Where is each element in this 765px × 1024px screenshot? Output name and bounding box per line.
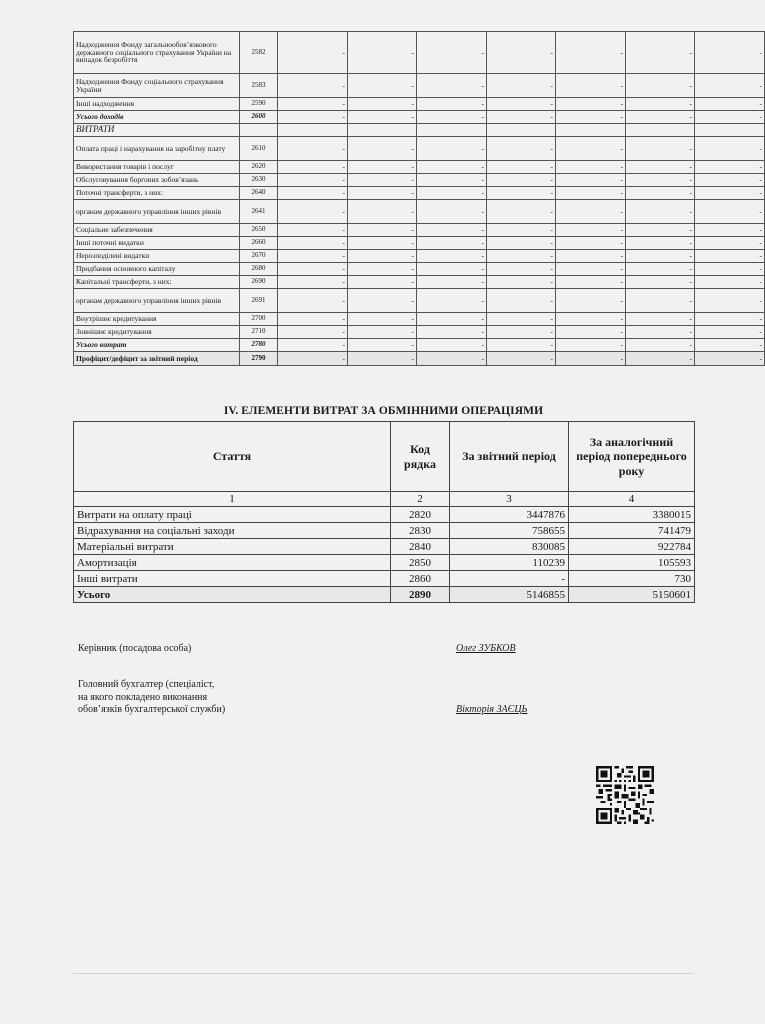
row-previous: 730 [569, 571, 695, 587]
row-value: - [278, 313, 348, 326]
row-value: - [556, 276, 626, 289]
row-code: 2780 [240, 339, 278, 352]
total-code: 2890 [391, 587, 450, 603]
row-value [626, 124, 695, 137]
total-previous: 5150601 [569, 587, 695, 603]
row-value: - [417, 313, 487, 326]
row-value: - [695, 276, 765, 289]
table-row [74, 237, 765, 250]
row-label: Інші надходження [74, 98, 240, 111]
qr-code-icon [596, 766, 654, 824]
table-row [74, 224, 765, 237]
row-value: - [278, 276, 348, 289]
row-value: - [487, 313, 556, 326]
row-value: - [556, 352, 626, 366]
row-value: - [487, 137, 556, 161]
row-value: - [348, 137, 417, 161]
row-value: - [278, 339, 348, 352]
row-value: - [417, 200, 487, 224]
table-row [74, 339, 765, 352]
row-value: - [626, 174, 695, 187]
row-value: - [695, 74, 765, 98]
row-label: Надходження Фонду загальнообов’язкового державного соціального страхування України на випадок безробіття [74, 32, 240, 74]
row-value [278, 124, 348, 137]
row-value: - [556, 98, 626, 111]
row-value: - [556, 111, 626, 124]
row-code: 2590 [240, 98, 278, 111]
row-value: - [417, 224, 487, 237]
row-value: - [626, 200, 695, 224]
row-label: Поточні трансферти, з них: [74, 187, 240, 200]
row-value: - [348, 352, 417, 366]
row-value: - [695, 200, 765, 224]
column-number-row [74, 492, 695, 507]
row-value: - [695, 111, 765, 124]
row-value: - [487, 111, 556, 124]
table-row [74, 507, 695, 523]
row-previous: 922784 [569, 539, 695, 555]
row-value: - [626, 313, 695, 326]
accountant-label-line: обов’язків бухгалтерської служби) [78, 704, 226, 715]
row-code: 2690 [240, 276, 278, 289]
row-value: - [695, 250, 765, 263]
row-value: - [626, 74, 695, 98]
table-row [74, 352, 765, 366]
row-code: 2600 [240, 111, 278, 124]
row-value: - [626, 137, 695, 161]
expense-elements-table [73, 421, 695, 603]
row-code: 2650 [240, 224, 278, 237]
row-value: - [556, 263, 626, 276]
table-row [74, 124, 765, 137]
table-row [74, 187, 765, 200]
table-row [74, 161, 765, 174]
row-value: - [626, 224, 695, 237]
revenue-expense-table [73, 31, 765, 366]
row-value: - [695, 98, 765, 111]
row-code: 2820 [391, 507, 450, 523]
row-value: - [278, 174, 348, 187]
row-value: - [695, 187, 765, 200]
row-value: - [626, 161, 695, 174]
row-value: - [556, 313, 626, 326]
row-value: - [487, 32, 556, 74]
row-value: - [417, 187, 487, 200]
row-value: - [278, 237, 348, 250]
table-row [74, 313, 765, 326]
row-value: - [695, 137, 765, 161]
row-label: органам державного управління інших рівнів [74, 200, 240, 224]
header-code: Код рядка [391, 422, 450, 492]
column-number: 1 [74, 492, 391, 507]
total-current: 5146855 [450, 587, 569, 603]
row-value: - [626, 352, 695, 366]
row-code: 2700 [240, 313, 278, 326]
row-value: - [417, 137, 487, 161]
column-number: 4 [569, 492, 695, 507]
row-value: - [556, 200, 626, 224]
row-value: - [487, 326, 556, 339]
row-code: 2860 [391, 571, 450, 587]
row-value: - [487, 224, 556, 237]
row-value: - [278, 74, 348, 98]
row-code: 2620 [240, 161, 278, 174]
row-value [487, 124, 556, 137]
row-value: - [556, 289, 626, 313]
row-value: - [348, 161, 417, 174]
row-code: 2680 [240, 263, 278, 276]
row-value: - [487, 263, 556, 276]
header-row [74, 422, 695, 492]
table-row [74, 555, 695, 571]
table-row [74, 571, 695, 587]
row-value: - [556, 250, 626, 263]
row-label: Оплата праці і нарахування на заробітну плату [74, 137, 240, 161]
table-row [74, 523, 695, 539]
row-code: 2691 [240, 289, 278, 313]
row-value: - [348, 237, 417, 250]
row-value: - [695, 339, 765, 352]
accountant-label-line: на якого покладено виконання [78, 691, 208, 703]
row-value: - [417, 237, 487, 250]
row-value: - [348, 250, 417, 263]
table-row [74, 174, 765, 187]
row-value: - [278, 187, 348, 200]
row-value: - [487, 74, 556, 98]
row-value: - [348, 289, 417, 313]
row-label: Інші поточні видатки [74, 237, 240, 250]
row-value: - [556, 161, 626, 174]
row-value: - [278, 200, 348, 224]
row-code: 2583 [240, 74, 278, 98]
page-bottom-rule [73, 973, 694, 974]
row-previous: 105593 [569, 555, 695, 571]
row-value: - [695, 263, 765, 276]
row-value: - [278, 224, 348, 237]
row-code: 2830 [391, 523, 450, 539]
row-value: - [417, 276, 487, 289]
row-value: - [348, 263, 417, 276]
row-value: - [278, 111, 348, 124]
row-value: - [626, 98, 695, 111]
row-label: Обслуговування боргових зобов’язань [74, 174, 240, 187]
row-label: Внутрішнє кредитування [74, 313, 240, 326]
column-number: 2 [391, 492, 450, 507]
row-value: - [348, 187, 417, 200]
row-label: Профіцит/дефіцит за звітний період [74, 352, 240, 366]
row-value: - [278, 263, 348, 276]
row-value: - [417, 174, 487, 187]
row-value: - [278, 137, 348, 161]
row-current: 758655 [450, 523, 569, 539]
row-previous: 741479 [569, 523, 695, 539]
row-code: 2840 [391, 539, 450, 555]
row-value: - [487, 352, 556, 366]
table-row [74, 32, 765, 74]
row-value: - [626, 326, 695, 339]
row-value: - [626, 263, 695, 276]
row-label: Матеріальні витрати [74, 539, 391, 555]
row-value: - [348, 98, 417, 111]
row-value: - [417, 111, 487, 124]
row-value: - [556, 237, 626, 250]
table-row [74, 111, 765, 124]
row-value: - [487, 339, 556, 352]
row-label: Придбання основного капіталу [74, 263, 240, 276]
accountant-name: Вікторія ЗАЄЦЬ [456, 704, 528, 715]
row-value: - [695, 161, 765, 174]
row-label: Усього доходів [74, 111, 240, 124]
row-value: - [417, 263, 487, 276]
row-value: - [278, 98, 348, 111]
row-value: - [556, 74, 626, 98]
column-number: 3 [450, 492, 569, 507]
row-value: - [487, 174, 556, 187]
table-row [74, 289, 765, 313]
row-value: - [417, 161, 487, 174]
row-code: 2640 [240, 187, 278, 200]
row-label: Витрати на оплату праці [74, 507, 391, 523]
row-value: - [348, 32, 417, 74]
table-row [74, 137, 765, 161]
header-current: За звітний період [450, 422, 569, 492]
table-row [74, 200, 765, 224]
row-value: - [278, 161, 348, 174]
row-code: 2660 [240, 237, 278, 250]
row-value: - [417, 250, 487, 263]
row-value: - [695, 313, 765, 326]
row-value: - [348, 111, 417, 124]
header-article: Стаття [74, 422, 391, 492]
total-label: Усього [74, 587, 391, 603]
row-value: - [556, 224, 626, 237]
row-code: 2582 [240, 32, 278, 74]
row-code: 2641 [240, 200, 278, 224]
row-value: - [348, 276, 417, 289]
row-value: - [417, 98, 487, 111]
table-row [74, 98, 765, 111]
row-value: - [695, 326, 765, 339]
row-current: 110239 [450, 555, 569, 571]
row-value: - [417, 326, 487, 339]
row-code: 2850 [391, 555, 450, 571]
row-value: - [695, 32, 765, 74]
row-label: Усього витрат [74, 339, 240, 352]
row-value: - [487, 200, 556, 224]
row-code: 2710 [240, 326, 278, 339]
row-label: Соціальне забезпечення [74, 224, 240, 237]
total-row [74, 587, 695, 603]
row-value: - [556, 174, 626, 187]
row-value: - [487, 187, 556, 200]
row-value: - [626, 32, 695, 74]
row-value: - [487, 276, 556, 289]
head-name: Олег ЗУБКОВ [456, 643, 516, 654]
row-value: - [417, 352, 487, 366]
row-value: - [626, 250, 695, 263]
row-label: ВИТРАТИ [74, 124, 240, 137]
row-value: - [417, 74, 487, 98]
row-value: - [487, 289, 556, 313]
row-label: Нерозподілені видатки [74, 250, 240, 263]
row-value: - [278, 326, 348, 339]
row-value: - [348, 224, 417, 237]
row-code: 2610 [240, 137, 278, 161]
row-value: - [695, 224, 765, 237]
row-value: - [278, 352, 348, 366]
row-value: - [556, 339, 626, 352]
row-value: - [626, 276, 695, 289]
row-value: - [487, 161, 556, 174]
row-value: - [626, 237, 695, 250]
row-current: 3447876 [450, 507, 569, 523]
row-value: - [487, 237, 556, 250]
row-value: - [626, 289, 695, 313]
row-label: Відрахування на соціальні заходи [74, 523, 391, 539]
row-code [240, 124, 278, 137]
row-value [556, 124, 626, 137]
row-value [348, 124, 417, 137]
row-label: Використання товарів і послуг [74, 161, 240, 174]
row-value: - [695, 352, 765, 366]
row-value: - [487, 250, 556, 263]
row-value: - [556, 32, 626, 74]
table-row [74, 276, 765, 289]
row-value [417, 124, 487, 137]
row-value: - [626, 187, 695, 200]
row-value: - [348, 313, 417, 326]
header-previous: За аналогічний період попереднього року [569, 422, 695, 492]
section-title: IV. ЕЛЕМЕНТИ ВИТРАТ ЗА ОБМІННИМИ ОПЕРАЦІЯМИ [223, 405, 544, 417]
row-value: - [348, 339, 417, 352]
row-code: 2790 [240, 352, 278, 366]
row-value: - [348, 74, 417, 98]
row-current: - [450, 571, 569, 587]
table-row [74, 250, 765, 263]
table-row [74, 326, 765, 339]
row-value: - [348, 200, 417, 224]
head-label: Керівник (посадова особа) [78, 643, 192, 654]
row-label: Інші витрати [74, 571, 391, 587]
row-value: - [278, 250, 348, 263]
row-value: - [278, 289, 348, 313]
row-label: Капітальні трансферти, з них: [74, 276, 240, 289]
table-row [74, 263, 765, 276]
row-previous: 3380015 [569, 507, 695, 523]
accountant-label [78, 679, 225, 717]
table-row [74, 539, 695, 555]
accountant-label-line: Головний бухгалтер (спеціаліст, [78, 679, 215, 690]
row-value: - [487, 98, 556, 111]
row-value: - [348, 326, 417, 339]
revenue-expense-table-body [74, 32, 765, 366]
table-row [74, 74, 765, 98]
row-label: Надходження Фонду соціального страхування України [74, 74, 240, 98]
row-value: - [556, 326, 626, 339]
row-value: - [626, 111, 695, 124]
row-value: - [348, 174, 417, 187]
row-value: - [695, 289, 765, 313]
row-value: - [695, 237, 765, 250]
row-value: - [278, 32, 348, 74]
row-code: 2630 [240, 174, 278, 187]
row-value [695, 124, 765, 137]
row-label: Зовнішнє кредитування [74, 326, 240, 339]
row-value: - [556, 137, 626, 161]
row-value: - [417, 32, 487, 74]
row-code: 2670 [240, 250, 278, 263]
row-label: Амортизація [74, 555, 391, 571]
row-current: 830085 [450, 539, 569, 555]
row-value: - [695, 174, 765, 187]
row-label: органам державного управління інших рівнів [74, 289, 240, 313]
row-value: - [417, 289, 487, 313]
row-value: - [417, 339, 487, 352]
row-value: - [556, 187, 626, 200]
row-value: - [626, 339, 695, 352]
